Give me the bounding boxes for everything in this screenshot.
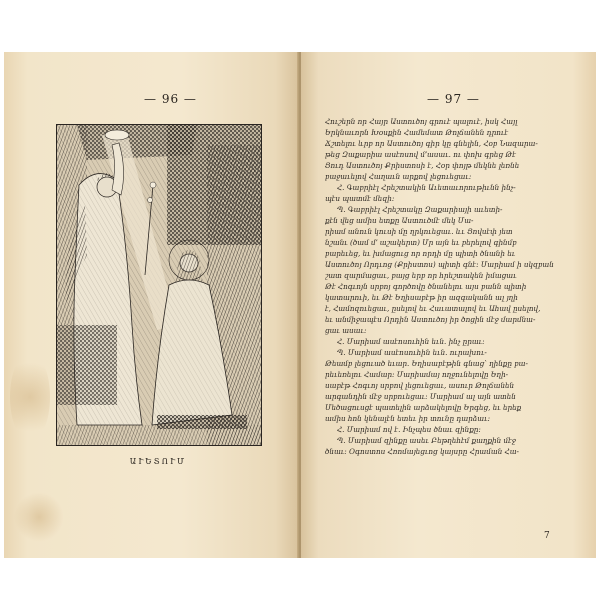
text-line: պէս պատմէ մեզի։	[325, 194, 395, 203]
text-line: շատ զարմացաւ, բայց երբ որ հրեշտակեն իմացաւ	[325, 271, 517, 280]
page-stain	[14, 492, 64, 542]
text-line: Մեծացուսցէ պատելին արձակելովը Երգեց, եւ երեք	[325, 403, 522, 412]
text-line: բաջաւելով Հաղաւն արքով լեցուեցաւ։	[325, 172, 472, 181]
page-number-right: — 97 —	[427, 92, 480, 106]
engraving-annunciation	[56, 124, 262, 446]
text-line: Հուշերն որ Հայր Աստուծոյ գրուէ պալուէ, իսկ Հայլ	[325, 117, 518, 126]
book-spread	[4, 52, 596, 558]
body-text	[325, 116, 580, 457]
text-line: Պ. Գաբրիէլ Հրեշտակը Զաքարիայի աւետի-	[337, 205, 503, 214]
text-line: Պ. Մարիամ ասէոսուհին եւն. ուրախու-	[337, 348, 487, 357]
engraving-image	[57, 125, 261, 445]
text-line: թեց Զաքարիա ասէոսով մ՚ասաւ. ու փոխ գրեց Թէ	[325, 150, 516, 159]
page-number-left: — 96 —	[144, 92, 197, 106]
text-line: Աստուծոյ Որդւոց (Քրիստոս) պիտի գնէ։ Մարիամ ի սկզբան	[325, 260, 554, 269]
illustration-caption: ԱՒԵՏՈՒՄ	[129, 457, 187, 466]
text-line: ցաւ ասաւ։	[325, 326, 367, 335]
text-line: Թէ Հոգւոյն սրբոյ գործովը ծնանելու այս բանն պիտի	[325, 282, 527, 291]
left-page	[4, 52, 299, 558]
page-stain	[10, 352, 50, 442]
text-line: ամիս հոն կենալէն ետեւ իր տունը դարձաւ։	[325, 414, 491, 423]
text-line: կատարուի, եւ Թէ Եղիսաբէթ իր ազգականն ալ յղի	[325, 293, 518, 302]
text-line: Երկնաւորն Խօսքին Համեմատ Թոլճանեն դրուէ	[325, 128, 509, 137]
right-page	[301, 52, 596, 558]
text-line: սաբէթ Հոգւոյ սրբով լեցուեցաւ, ասուր Թոլճանեն	[325, 381, 515, 390]
text-line: Թեամբ լեցուած եւար. Եղիսաբէթին գնաց՝ ղինքը բա-	[325, 359, 528, 368]
text-line: րիամ անուն կուսի մը ղրկուեցաւ. ևւ Յովսէփ յետ	[325, 227, 513, 236]
text-line: բարեւեց, եւ խմացուց որ որդի մը պիտի ծնանի եւ	[325, 249, 516, 258]
text-line: Հ. Գաբրիէլ Հրեշտակին Աւետաւորութիւնն ինչ-	[337, 183, 516, 192]
text-line: ծնաւ։ Օգոստոս Հռոմայեցւոց կայսրը Հրաման Հա-	[325, 447, 519, 456]
text-line: նշանւ (ծամ մ՚ աշակերտ) Մր այն եւ բերելով գինմբ	[325, 238, 517, 247]
text-line: Հ. Մարիամ ով է. Ինչպես ծնաւ զինքը։	[337, 425, 481, 434]
text-line: Պ. Մարիամ զինքը ասեւ Բեթղեհէմ քաղքին մէջ	[337, 436, 516, 445]
text-line: է, Համոզուեցաւ, ըսելով եւ Հաւատալով եւ Ահավ ըսելով,	[325, 304, 541, 313]
text-line: Հ. Մարիամ ասէոսուհին եւն. ինչ ըրաւ։	[337, 337, 485, 346]
text-line: եւ անմիջապէս Որդին Աստուծոյ իր ծոցին մէջ մարմնա-	[325, 315, 536, 324]
text-line: քէն վեց ամիս ետքը Աստուծմէ մեկ Մա-	[325, 216, 474, 225]
text-line: Յուդ Աստուծոյ Քրիստոսի է, Հօր փոյթ մեկնե լեռնե	[325, 161, 520, 170]
text-line: արգանդին մէջ սրբուեցաւ։ Մարիամ ալ այն ատեն	[325, 392, 516, 401]
text-line: րեւեռելու Համար։ Մարիամայ ողջունելովը Եղի-	[325, 370, 509, 379]
text-line: Ճշտելու ևրբ որ Աստուծոյ գիր կը գնելին, Հօբ Նազարա-	[325, 139, 538, 148]
signature-mark: 7	[544, 531, 550, 541]
